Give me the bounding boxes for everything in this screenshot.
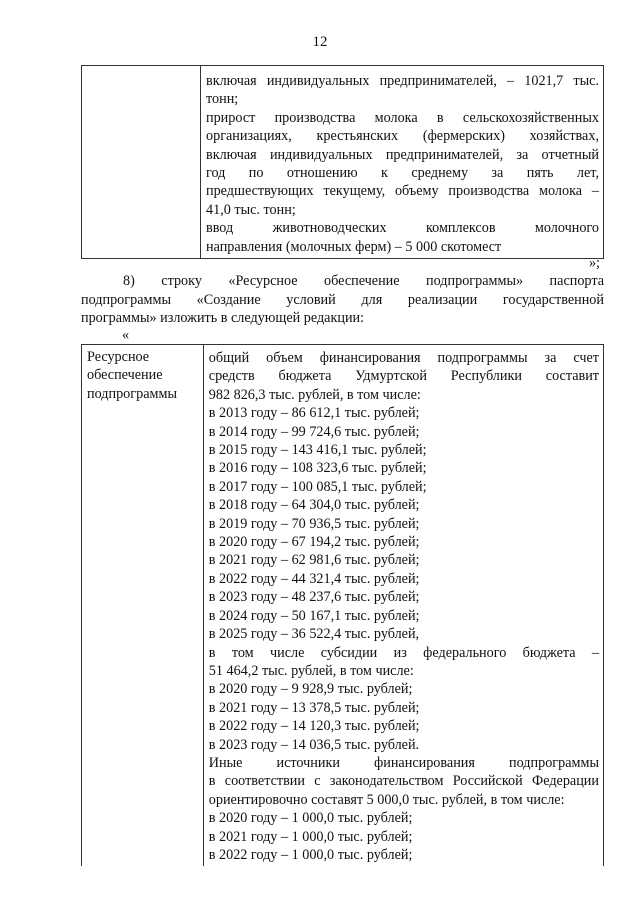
row-title-cell (82, 345, 204, 867)
text-line: тонн; (206, 91, 239, 108)
text-line: в 2017 году – 100 085,1 тыс. рублей; (208, 478, 427, 495)
table-left-cell-empty (82, 66, 201, 259)
text-line: в 2022 году – 14 120,3 тыс. рублей; (208, 718, 420, 735)
paragraph-line: подпрограммы «Создание условий для реализации государственной (81, 291, 604, 308)
text-line: направления (молочных ферм) – 5 000 скотомест (206, 238, 502, 255)
text-line: общий объем финансирования подпрограммы за счет (208, 350, 599, 366)
text-line: в 2018 году – 64 304,0 тыс. рублей; (208, 497, 420, 514)
row-title-line: подпрограммы (87, 385, 177, 402)
row-title-line: Ресурсное (87, 349, 150, 365)
financing-text-cell (203, 345, 603, 867)
text-line: в 2021 году – 1 000,0 тыс. рублей; (208, 828, 413, 845)
text-line: включая индивидуальных предпринимателей, – 1021,7 тыс. (206, 73, 599, 89)
text-line: средств бюджета Удмуртской Республики составит (208, 368, 599, 385)
page-number: 12 (312, 34, 328, 50)
indicators-text-cell (201, 66, 604, 259)
text-line: в 2022 году – 44 321,4 тыс. рублей; (208, 570, 420, 587)
text-line: в 2020 году – 9 928,9 тыс. рублей; (208, 681, 413, 698)
text-line: ввод животноводческих комплексов молочного (206, 220, 599, 237)
text-line: в 2013 году – 86 612,1 тыс. рублей; (208, 405, 420, 422)
text-line: в том числе субсидии из федерального бюджета – (208, 644, 599, 661)
text-line: в 2020 году – 1 000,0 тыс. рублей; (208, 810, 413, 827)
text-line: в 2019 году – 70 936,5 тыс. рублей; (208, 515, 420, 532)
text-line: в 2025 году – 36 522,4 тыс. рублей, (208, 626, 420, 643)
text-line: в соответствии с законодательством Российской Федерации (208, 773, 599, 790)
text-line: предшествующих текущему, объему производства молока – (206, 183, 599, 200)
text-line: в 2015 году – 143 416,1 тыс. рублей; (208, 442, 427, 459)
row-title-line: обеспечение (87, 367, 163, 384)
text-line: в 2023 году – 14 036,5 тыс. рублей. (208, 736, 420, 753)
text-line: в 2014 году – 99 724,6 тыс. рублей; (208, 423, 420, 440)
text-line: организациях, крестьянских (фермерских) хозяйствах, (206, 128, 599, 145)
text-line: 51 464,2 тыс. рублей, в том числе: (208, 662, 414, 679)
text-line: прирост производства молока в сельскохозяйственных (206, 109, 599, 126)
text-line: в 2020 году – 67 194,2 тыс. рублей; (208, 534, 420, 551)
text-line: в 2024 году – 50 167,1 тыс. рублей; (208, 607, 420, 624)
text-line: включая индивидуальных предпринимателей, за отчетный (206, 146, 599, 163)
text-line: год по отношению к среднему за пять лет, (206, 165, 599, 182)
passport-table-continuation (81, 65, 604, 259)
amendment-paragraph (81, 272, 604, 328)
text-line: в 2021 году – 62 981,6 тыс. рублей; (208, 552, 420, 569)
text-line: в 2022 году – 1 000,0 тыс. рублей; (208, 846, 413, 863)
text-line: в 2016 году – 108 323,6 тыс. рублей; (208, 460, 427, 477)
text-line: 41,0 тыс. тонн; (206, 201, 296, 218)
paragraph-line: 8) строку «Ресурсное обеспечение подпрограммы» паспорта (123, 273, 604, 289)
text-line: в 2023 году – 48 237,6 тыс. рублей; (208, 589, 420, 606)
text-line: Иные источники финансирования подпрограммы (208, 754, 599, 771)
text-line: в 2021 году – 13 378,5 тыс. рублей; (208, 699, 420, 716)
text-line: 982 826,3 тыс. рублей, в том числе: (208, 386, 421, 403)
text-line: ориентировочно составят 5 000,0 тыс. рублей, в том числе: (208, 791, 565, 808)
paragraph-line: программы» изложить в следующей редакции: (81, 310, 365, 327)
opening-quote-mark: « (122, 327, 130, 343)
closing-quote-mark: »; (588, 255, 600, 271)
resource-provision-table (81, 344, 604, 866)
